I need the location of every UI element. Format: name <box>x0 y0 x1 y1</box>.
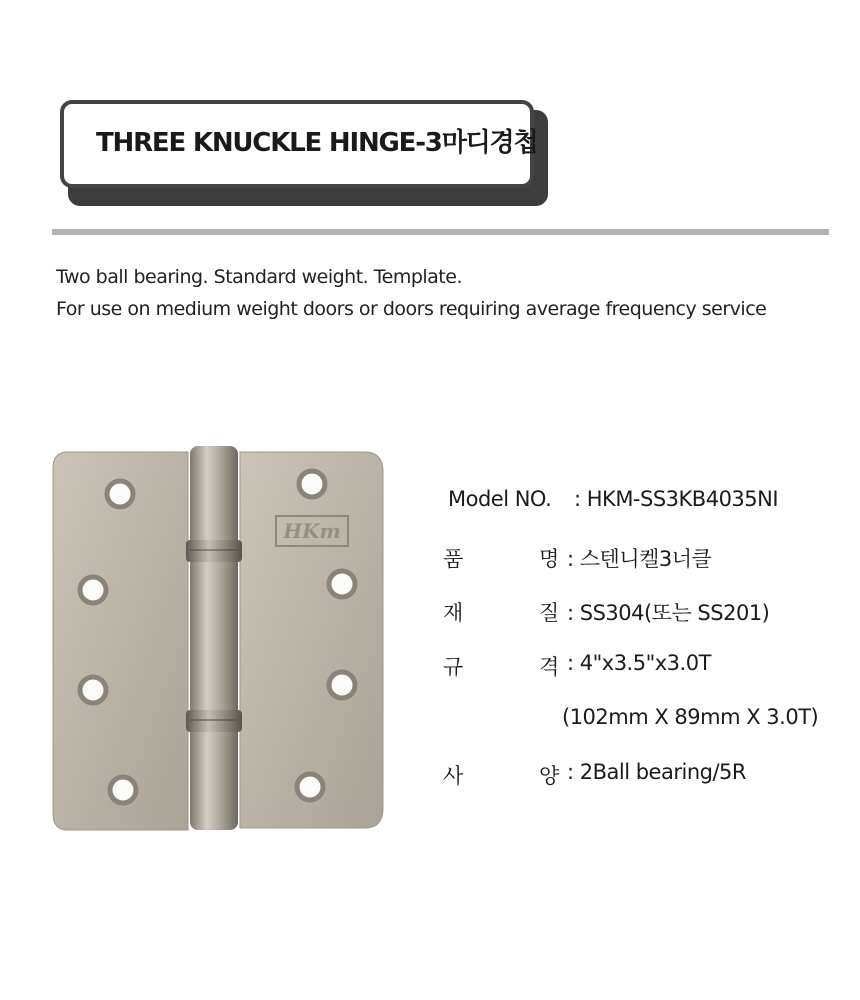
description-line-2: For use on medium weight doors or doors requiring average frequency service <box>56 298 767 320</box>
model-value: : HKM-SS3KB4035NI <box>574 487 779 511</box>
size-label-2: 격 <box>539 655 559 679</box>
feature-label-1: 사 <box>443 764 463 788</box>
material-value: : SS304(또는 SS201) <box>567 601 770 625</box>
feature-label-2: 양 <box>539 764 559 788</box>
feature-value: : 2Ball bearing/5R <box>567 760 746 784</box>
size-value: : 4"x3.5"x3.0T <box>567 651 711 675</box>
hinge-product-image <box>50 442 390 838</box>
hinge-logo-text: HKm <box>283 519 341 543</box>
material-label-1: 재 <box>443 601 463 625</box>
hinge-barrel <box>186 446 242 830</box>
page-title: THREE KNUCKLE HINGE-3마디경첩 <box>96 128 538 158</box>
size-label-1: 규 <box>443 655 463 679</box>
hinge-logo <box>276 516 348 546</box>
name-value: : 스텐니켈3너클 <box>567 547 712 571</box>
material-label-2: 질 <box>539 601 559 625</box>
name-label-2: 명 <box>539 547 559 571</box>
divider <box>52 229 829 235</box>
name-label-1: 품 <box>443 547 463 571</box>
model-label: Model NO. <box>448 487 552 511</box>
size-metric: (102mm X 89mm X 3.0T) <box>562 705 819 729</box>
description-line-1: Two ball bearing. Standard weight. Template. <box>56 266 462 288</box>
